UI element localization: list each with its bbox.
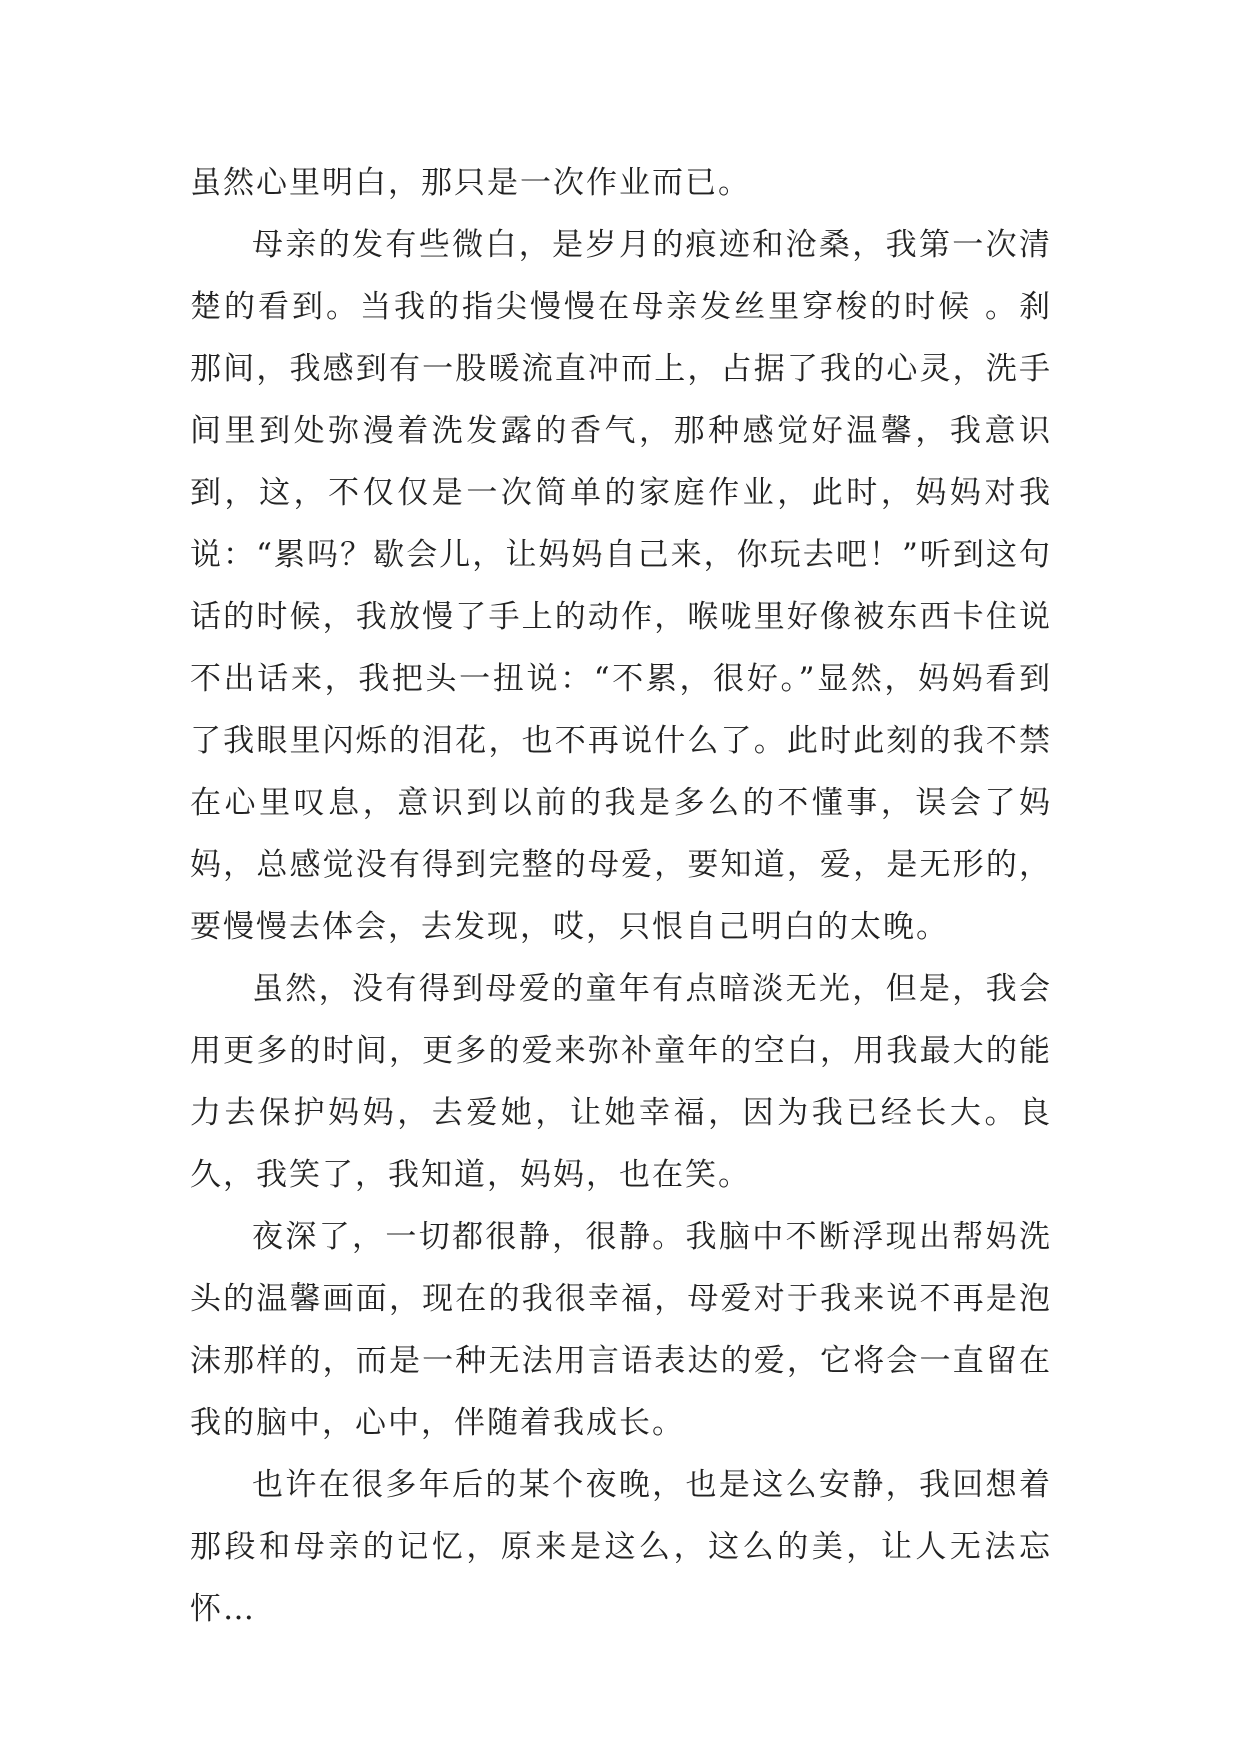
paragraph-1: 虽然心里明白，那只是一次作业而已。 [190, 165, 751, 201]
paragraph-5: 也许在很多年后的某个夜晚，也是这么安静，我回想着那段和母亲的记忆，原来是这么，这么的美，让人无法忘怀… [190, 1467, 1052, 1627]
paragraph-2: 母亲的发有些微白，是岁月的痕迹和沧桑，我第一次清楚的看到。当我的指尖慢慢在母亲发丝里穿梭的时候 。刹那间，我感到有一股暖流直冲而上，占据了我的心灵，洗手间里到处弥漫着洗发露的香气，那种感觉好温馨，我意识到，这，不仅仅是一次简单的家庭作业，此时，妈妈对我说：“累吗？歇会儿，让妈妈自己来，你玩去吧！”听到这句话的时候，我放慢了手上的动作，喉咙里好像被东西卡住说不出话来，我把头一扭说：“不累，很好。”显然，妈妈看到了我眼里闪烁的泪花，也不再说什么了。此时此刻的我不禁在心里叹息，意识到以前的我是多么的不懂事，误会了妈妈，总感觉没有得到完整的母爱，要知道，爱，是无形的，要慢慢去体会，去发现，哎，只恨自己明白的太晚。 [190, 227, 1052, 945]
document-page [190, 152, 1052, 1640]
paragraph-3: 虽然，没有得到母爱的童年有点暗淡无光，但是，我会用更多的时间，更多的爱来弥补童年的空白，用我最大的能力去保护妈妈，去爱她，让她幸福，因为我已经长大。良久，我笑了，我知道，妈妈，也在笑。 [190, 971, 1052, 1193]
paragraph-4: 夜深了，一切都很静，很静。我脑中不断浮现出帮妈洗头的温馨画面，现在的我很幸福，母爱对于我来说不再是泡沫那样的，而是一种无法用言语表达的爱，它将会一直留在我的脑中，心中，伴随着我成长。 [190, 1219, 1052, 1441]
